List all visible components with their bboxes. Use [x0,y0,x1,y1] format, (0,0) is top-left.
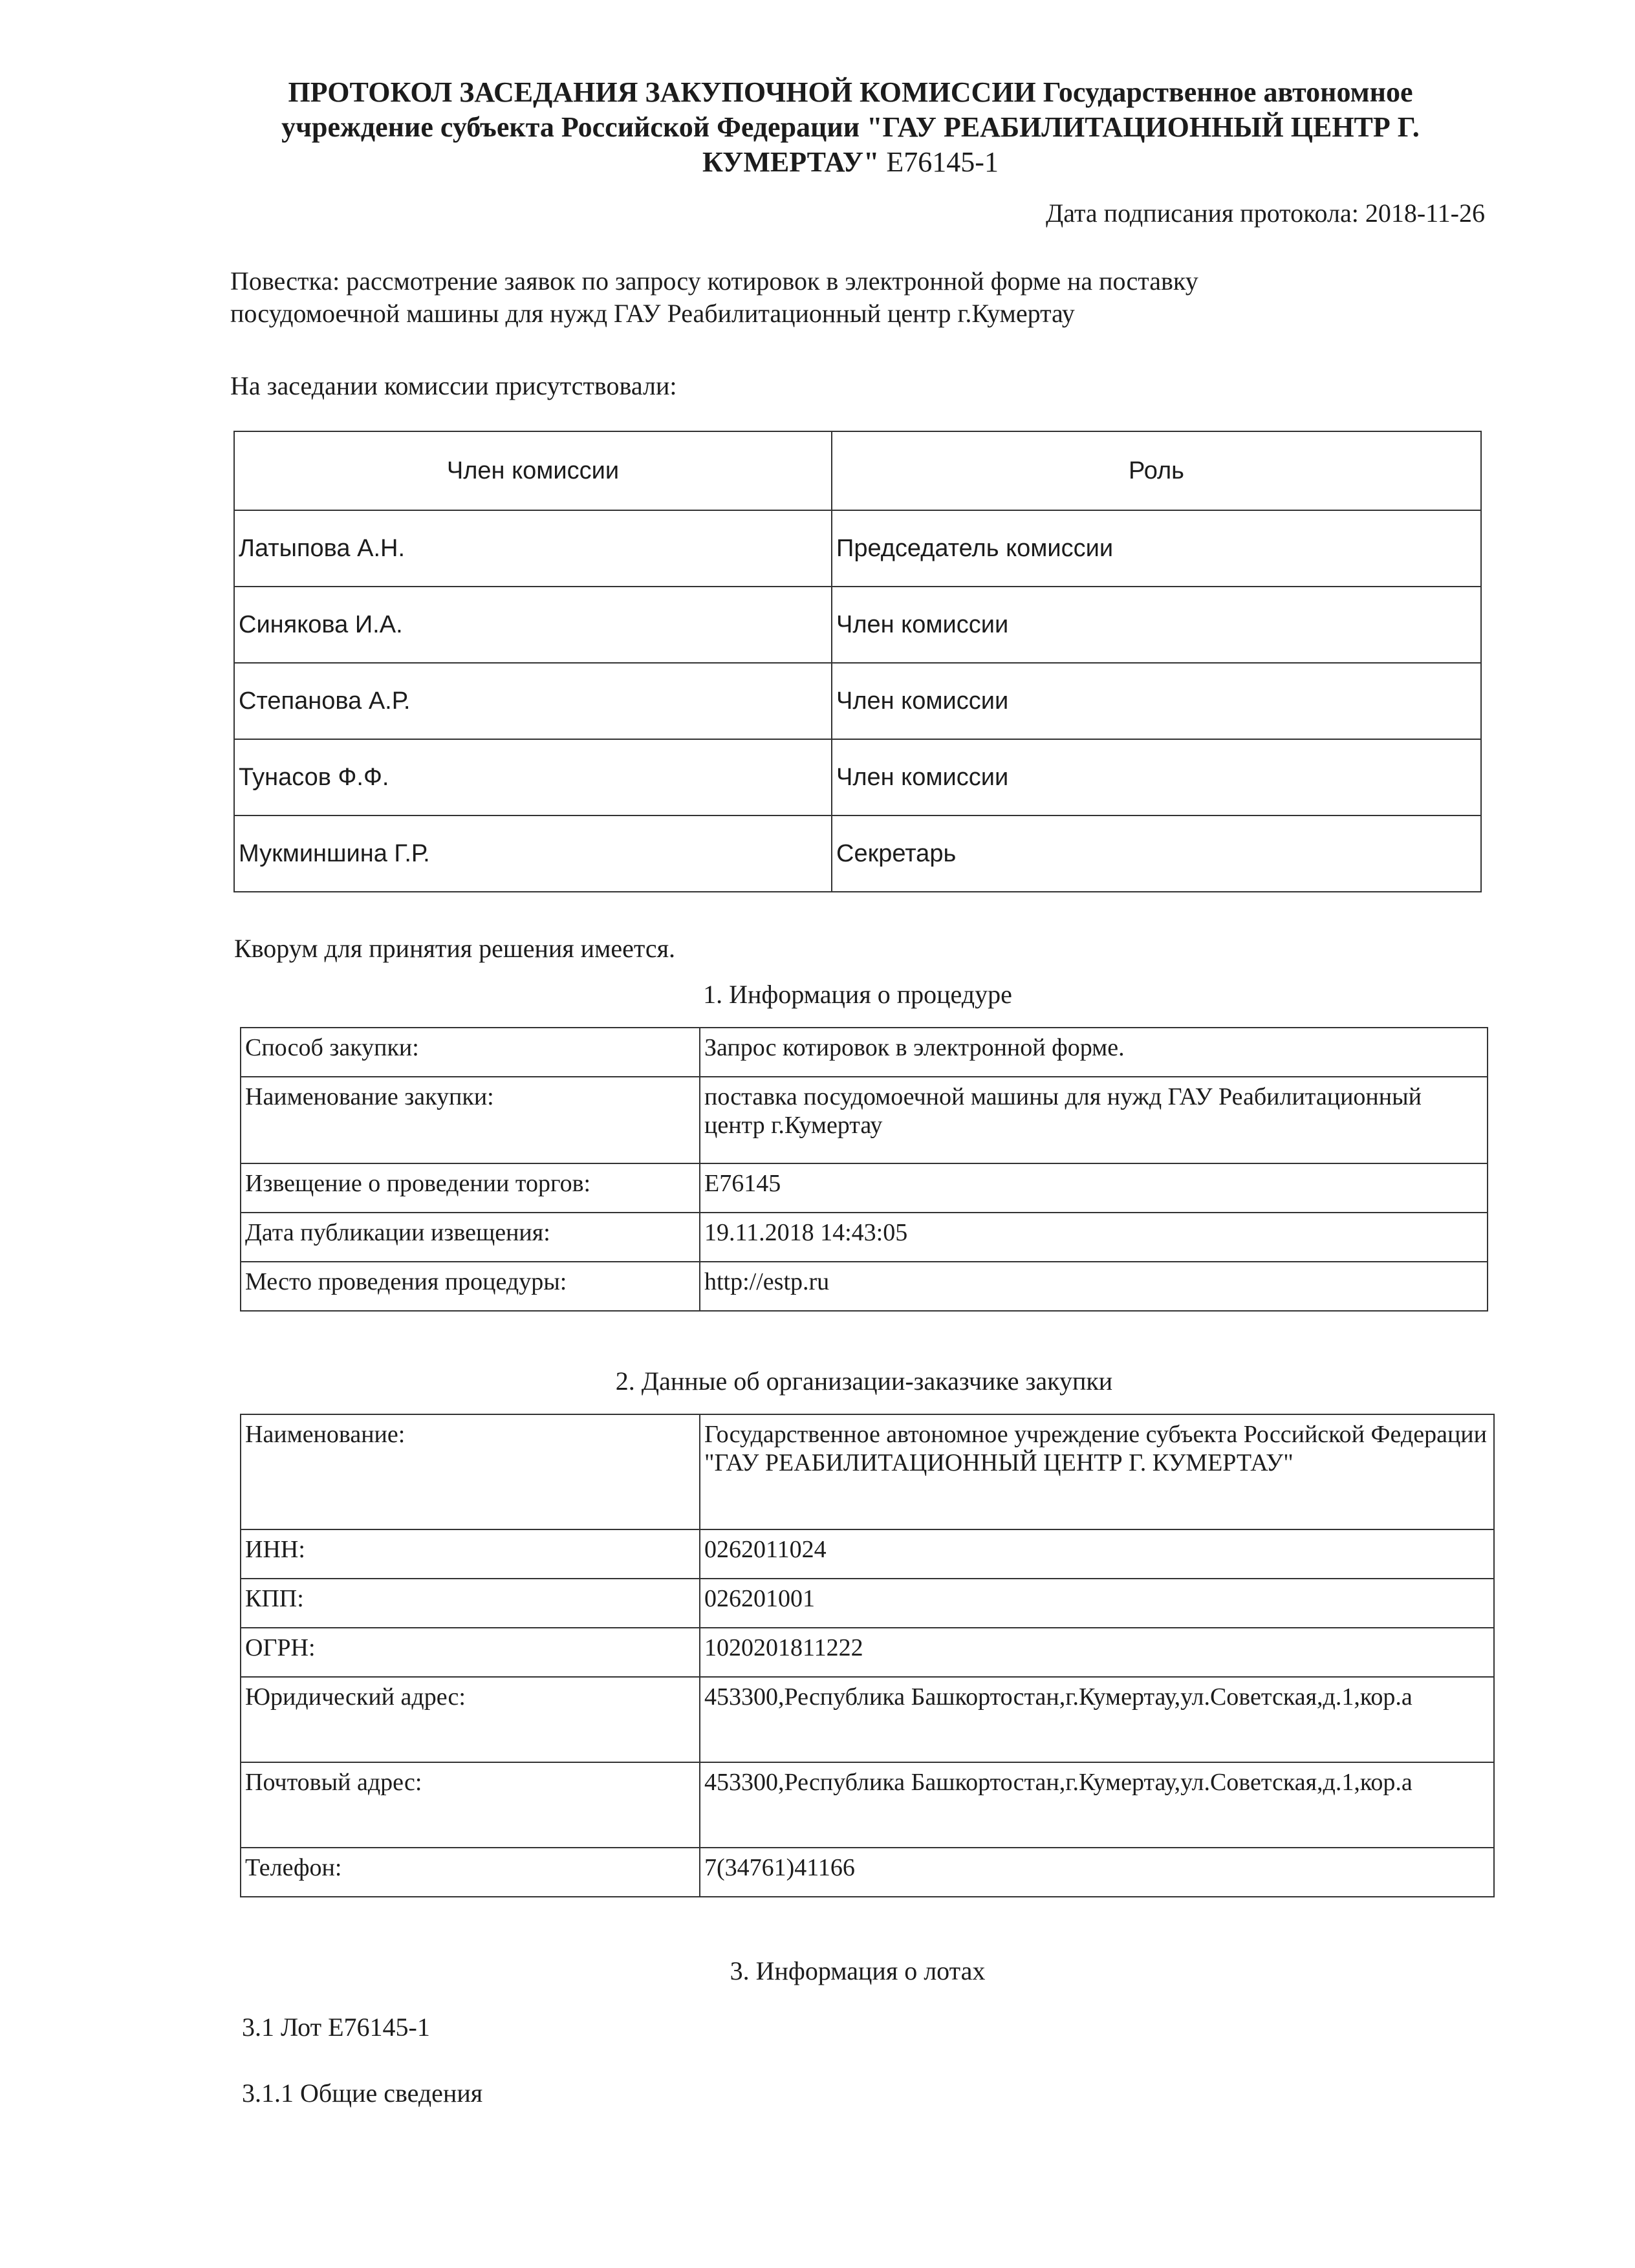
lot-heading: 3.1 Лот E76145-1 [242,2013,430,2042]
procedure-label: Извещение о проведении торгов: [241,1163,700,1213]
member-name: Синякова И.А. [234,587,832,663]
procedure-value: поставка посудомоечной машины для нужд ГАУ Реабилитационный центр г.Кумертау [700,1077,1488,1163]
table-row [234,587,1481,663]
procedure-label: Дата публикации извещения: [241,1213,700,1262]
procedure-value: 19.11.2018 14:43:05 [700,1213,1488,1262]
customer-label: Юридический адрес: [241,1677,700,1762]
present-label: На заседании комиссии присутствовали: [230,371,677,400]
agenda: Повестка: рассмотрение заявок по запросу котировок в электронной форме на поставку посудомоечной машины для нужд ГАУ Реабилитационный центр г.Кумертау [230,266,1198,328]
table-row [241,1677,1494,1762]
customer-value: 1020201811222 [700,1628,1494,1677]
procedure-value: Запрос котировок в электронной форме. [700,1028,1488,1077]
table-row [241,1163,1488,1213]
section3-title: 3. Информация о лотах [730,1956,986,1985]
customer-label: Наименование: [241,1414,700,1529]
customer-value: 453300,Республика Башкортостан,г.Кумертау,ул.Советская,д.1,кор.а [700,1762,1494,1848]
quorum-text: Кворум для принятия решения имеется. [234,934,676,963]
customer-value: 0262011024 [700,1529,1494,1579]
members-table [233,431,1482,892]
procedure-label: Место проведения процедуры: [241,1262,700,1311]
procedure-label: Способ закупки: [241,1028,700,1077]
document-title [213,75,1488,180]
customer-label: Телефон: [241,1848,700,1897]
customer-label: КПП: [241,1579,700,1628]
table-row [234,815,1481,892]
procedure-value: E76145 [700,1163,1488,1213]
members-header-role: Роль [832,431,1481,510]
table-row [241,1213,1488,1262]
table-row [241,1628,1494,1677]
customer-label: Почтовый адрес: [241,1762,700,1848]
member-role: Секретарь [832,815,1481,892]
signing-date: Дата подписания протокола: 2018-11-26 [1045,199,1485,228]
member-name: Латыпова А.Н. [234,510,832,587]
table-row [241,1762,1494,1848]
table-row [241,1262,1488,1311]
lot-general-heading: 3.1.1 Общие сведения [242,2079,483,2108]
table-row [241,1414,1494,1529]
table-row [234,739,1481,815]
member-role: Член комиссии [832,663,1481,739]
table-row [241,1028,1488,1077]
members-header-row [234,431,1481,510]
customer-label: ОГРН: [241,1628,700,1677]
customer-table [240,1414,1495,1897]
section1-title: 1. Информация о процедуре [703,980,1012,1009]
customer-value: 7(34761)41166 [700,1848,1494,1897]
title-text: ПРОТОКОЛ ЗАСЕДАНИЯ ЗАКУПОЧНОЙ КОМИССИИ Государственное автономное учреждение субъекта Российской Федерации "ГАУ РЕАБИЛИТАЦИОННЫЙ ЦЕНТР Г. КУМЕРТАУ" [281,76,1420,178]
customer-value: 453300,Республика Башкортостан,г.Кумертау,ул.Советская,д.1,кор.а [700,1677,1494,1762]
table-row [241,1077,1488,1163]
table-row [241,1529,1494,1579]
procedure-label: Наименование закупки: [241,1077,700,1163]
members-header-member: Член комиссии [234,431,832,510]
table-row [234,663,1481,739]
member-name: Мукминшина Г.Р. [234,815,832,892]
customer-value: Государственное автономное учреждение субъекта Российской Федерации "ГАУ РЕАБИЛИТАЦИОННЫЙ ЦЕНТР Г. КУМЕРТАУ" [700,1414,1494,1529]
section2-title: 2. Данные об организации-заказчике закупки [615,1366,1113,1396]
member-role: Член комиссии [832,587,1481,663]
member-role: Председатель комиссии [832,510,1481,587]
table-row [234,510,1481,587]
title-code: E76145-1 [886,146,999,178]
member-role: Член комиссии [832,739,1481,815]
table-row [241,1579,1494,1628]
procedure-value: http://estp.ru [700,1262,1488,1311]
customer-label: ИНН: [241,1529,700,1579]
table-row [241,1848,1494,1897]
member-name: Тунасов Ф.Ф. [234,739,832,815]
procedure-table [240,1027,1488,1312]
customer-value: 026201001 [700,1579,1494,1628]
member-name: Степанова А.Р. [234,663,832,739]
